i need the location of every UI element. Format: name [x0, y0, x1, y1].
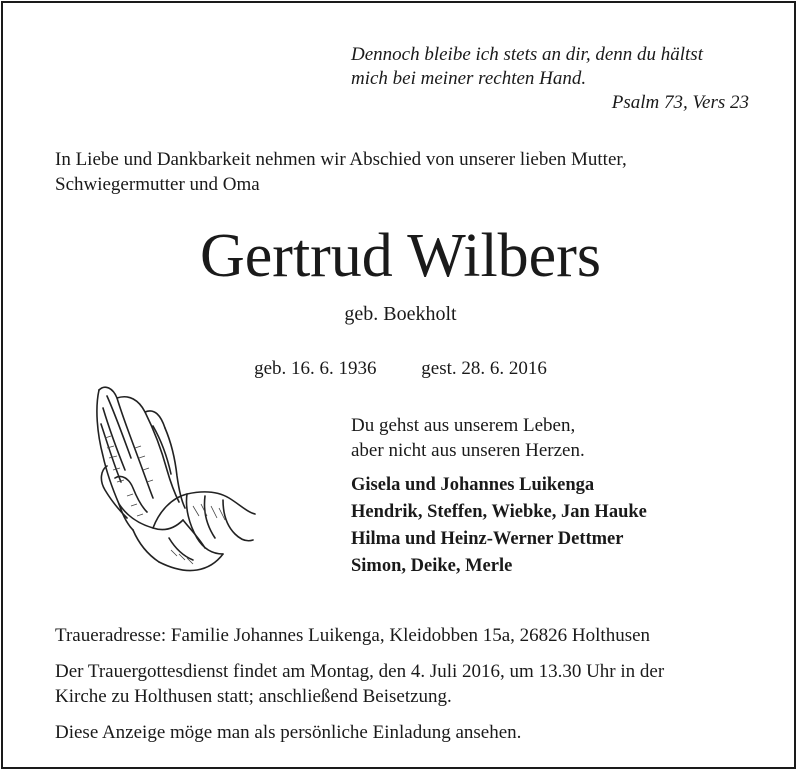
obituary-notice [1, 1, 796, 769]
death-date: gest. 28. 6. 2016 [421, 358, 547, 379]
mourner-line: Hilma und Heinz-Werner Dettmer [351, 529, 624, 549]
verse-reference: Psalm 73, Vers 23 [611, 92, 749, 113]
maiden-name: geb. Boekholt [344, 303, 457, 325]
mourning-address: Traueradresse: Familie Johannes Luikenga, Kleidobben 15a, 26826 Holthusen [55, 625, 651, 646]
mourner-line: Simon, Deike, Merle [351, 556, 513, 576]
invitation-note: Diese Anzeige möge man als persönliche Einladung ansehen. [55, 722, 522, 743]
mourner-line: Hendrik, Steffen, Wiebke, Jan Hauke [351, 502, 647, 522]
birth-date: geb. 16. 6. 1936 [254, 358, 377, 379]
mourners-list [351, 472, 751, 580]
service-line-1: Der Trauergottesdienst findet am Montag, den 4. Juli 2016, um 13.30 Uhr in der [55, 661, 665, 682]
intro-text [55, 147, 749, 197]
saying-line-1: Du gehst aus unserem Leben, [351, 415, 576, 436]
verse-line-1: Dennoch bleibe ich stets an dir, denn du hältst [351, 44, 703, 65]
saying [351, 413, 751, 463]
service-line-2: Kirche zu Holthusen statt; anschließend Beisetzung. [55, 686, 452, 707]
mourner-line: Gisela und Johannes Luikenga [351, 475, 595, 495]
deceased-name: Gertrud Wilbers [200, 222, 601, 290]
saying-line-2: aber nicht aus unseren Herzen. [351, 440, 585, 461]
bible-verse [351, 43, 751, 115]
intro-line-2: Schwiegermutter und Oma [55, 174, 260, 195]
funeral-service-info [55, 659, 749, 709]
intro-line-1: In Liebe und Dankbarkeit nehmen wir Abschied von unserer lieben Mutter, [55, 149, 627, 170]
praying-hands-icon [87, 378, 262, 578]
verse-line-2: mich bei meiner rechten Hand. [351, 68, 587, 89]
